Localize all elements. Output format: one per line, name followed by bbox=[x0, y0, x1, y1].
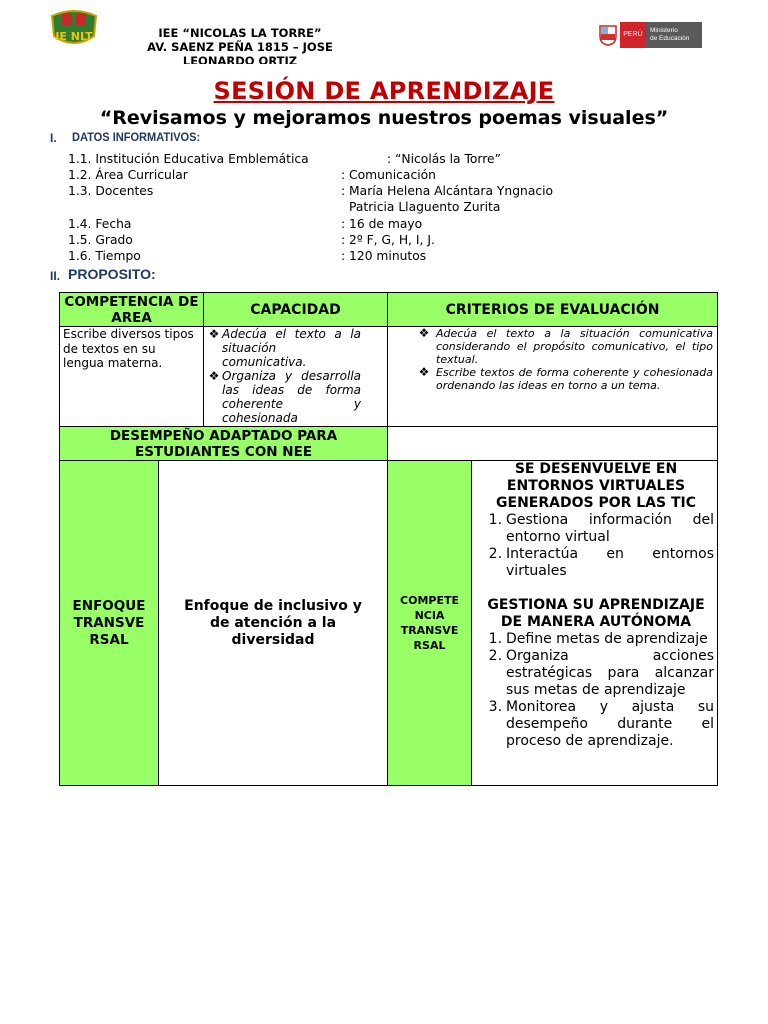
school-logo bbox=[50, 10, 98, 48]
info-value: : 16 de mayo bbox=[341, 217, 423, 231]
list-item: ❖ Adecúa el texto a la situación comunicativa considerando el propósito comunicativo, el tipo textual. bbox=[418, 326, 714, 366]
list-item: 3. Monitorea y ajusta su desempeño durante el proceso de aprendizaje. bbox=[488, 699, 715, 749]
info-value: : Comunicación bbox=[341, 168, 436, 182]
enfoque-label: ENFOQUE TRANSVE RSAL bbox=[60, 461, 159, 786]
school-header bbox=[110, 26, 370, 64]
info-label: 1.6. Tiempo bbox=[68, 249, 141, 263]
info-value: : 2º F, G, H, I, J. bbox=[341, 233, 435, 247]
desempeno-cell bbox=[388, 427, 718, 461]
capacidad-cell bbox=[204, 327, 388, 427]
competencia-transversal-label: COMPETE NCIA TRANSVE RSAL bbox=[388, 461, 472, 786]
list-item: ❖ Organiza y desarrolla las ideas de forma coherente y cohesionada bbox=[208, 369, 362, 425]
autonomo-heading: GESTIONA SU APRENDIZAJE DE MANERA AUTÓNOMA bbox=[487, 597, 705, 630]
list-item: 2. Organiza acciones estratégicas para alcanzar sus metas de aprendizaje bbox=[488, 648, 715, 698]
competencia-text: Escribe diversos tipos de textos en su lengua materna. bbox=[63, 327, 194, 370]
minedu-logo bbox=[598, 22, 702, 48]
school-name: IEE “NICOLAS LA TORRE” bbox=[158, 26, 322, 40]
session-title: SESIÓN DE APRENDIZAJE bbox=[213, 77, 555, 105]
header-capacidad: CAPACIDAD bbox=[204, 293, 388, 327]
purpose-table bbox=[59, 292, 718, 786]
section-2-number: II. bbox=[50, 269, 61, 283]
school-address-2: LEONARDO ORTIZ bbox=[182, 54, 298, 64]
school-address: AV. SAENZ PEÑA 1815 – JOSE bbox=[147, 40, 333, 54]
criterios-cell bbox=[388, 327, 718, 427]
info-label: 1.3. Docentes bbox=[68, 184, 154, 198]
info-value: : “Nicolás la Torre” bbox=[387, 152, 501, 166]
info-label: 1.5. Grado bbox=[68, 233, 133, 247]
section-1-title: DATOS INFORMATIVOS: bbox=[72, 130, 201, 144]
info-label: 1.4. Fecha bbox=[68, 217, 132, 231]
info-label: 1.1. Institución Educativa Emblemática bbox=[68, 152, 309, 166]
competencia-cell bbox=[60, 327, 204, 427]
header-criterios: CRITERIOS DE EVALUACIÓN bbox=[388, 293, 718, 327]
list-item: ❖ Escribe textos de forma coherente y cohesionada ordenando las ideas en torno a un tema. bbox=[418, 365, 714, 392]
info-value: : María Helena Alcántara Yngnacio bbox=[341, 184, 554, 198]
logo-text: IE NLT bbox=[55, 30, 93, 43]
info-label: 1.2. Área Curricular bbox=[68, 168, 188, 182]
tic-heading: SE DESENVUELVE EN ENTORNOS VIRTUALES GENERADOS POR LAS TIC bbox=[496, 461, 697, 511]
enfoque-text: Enfoque de inclusivo y de atención a la diversidad bbox=[159, 461, 388, 786]
section-2-title: PROPOSITO: bbox=[68, 266, 156, 282]
section-1-number: I. bbox=[50, 131, 57, 145]
peru-shield-icon bbox=[598, 24, 618, 46]
list-item: ❖ Adecúa el texto a la situación comunicativa. bbox=[208, 327, 362, 369]
ministerio-label: Ministerio de Educación bbox=[646, 22, 702, 48]
info-value: Patricia Llaguento Zurita bbox=[349, 200, 501, 214]
session-subtitle: “Revisamos y mejoramos nuestros poemas visuales” bbox=[99, 107, 669, 129]
info-value: : 120 minutos bbox=[341, 249, 427, 263]
desempeno-label: DESEMPEÑO ADAPTADO PARA ESTUDIANTES CON NEE bbox=[60, 427, 388, 461]
list-item: 1. Define metas de aprendizaje bbox=[488, 631, 708, 647]
peru-label: PERÚ bbox=[620, 22, 646, 48]
header-competencia: COMPETENCIA DE AREA bbox=[60, 293, 204, 327]
list-item: 2. Interactúa en entornos virtuales bbox=[488, 546, 715, 579]
competencias-transversales-cell bbox=[472, 461, 718, 786]
list-item: 1. Gestiona información del entorno virtual bbox=[488, 512, 715, 545]
